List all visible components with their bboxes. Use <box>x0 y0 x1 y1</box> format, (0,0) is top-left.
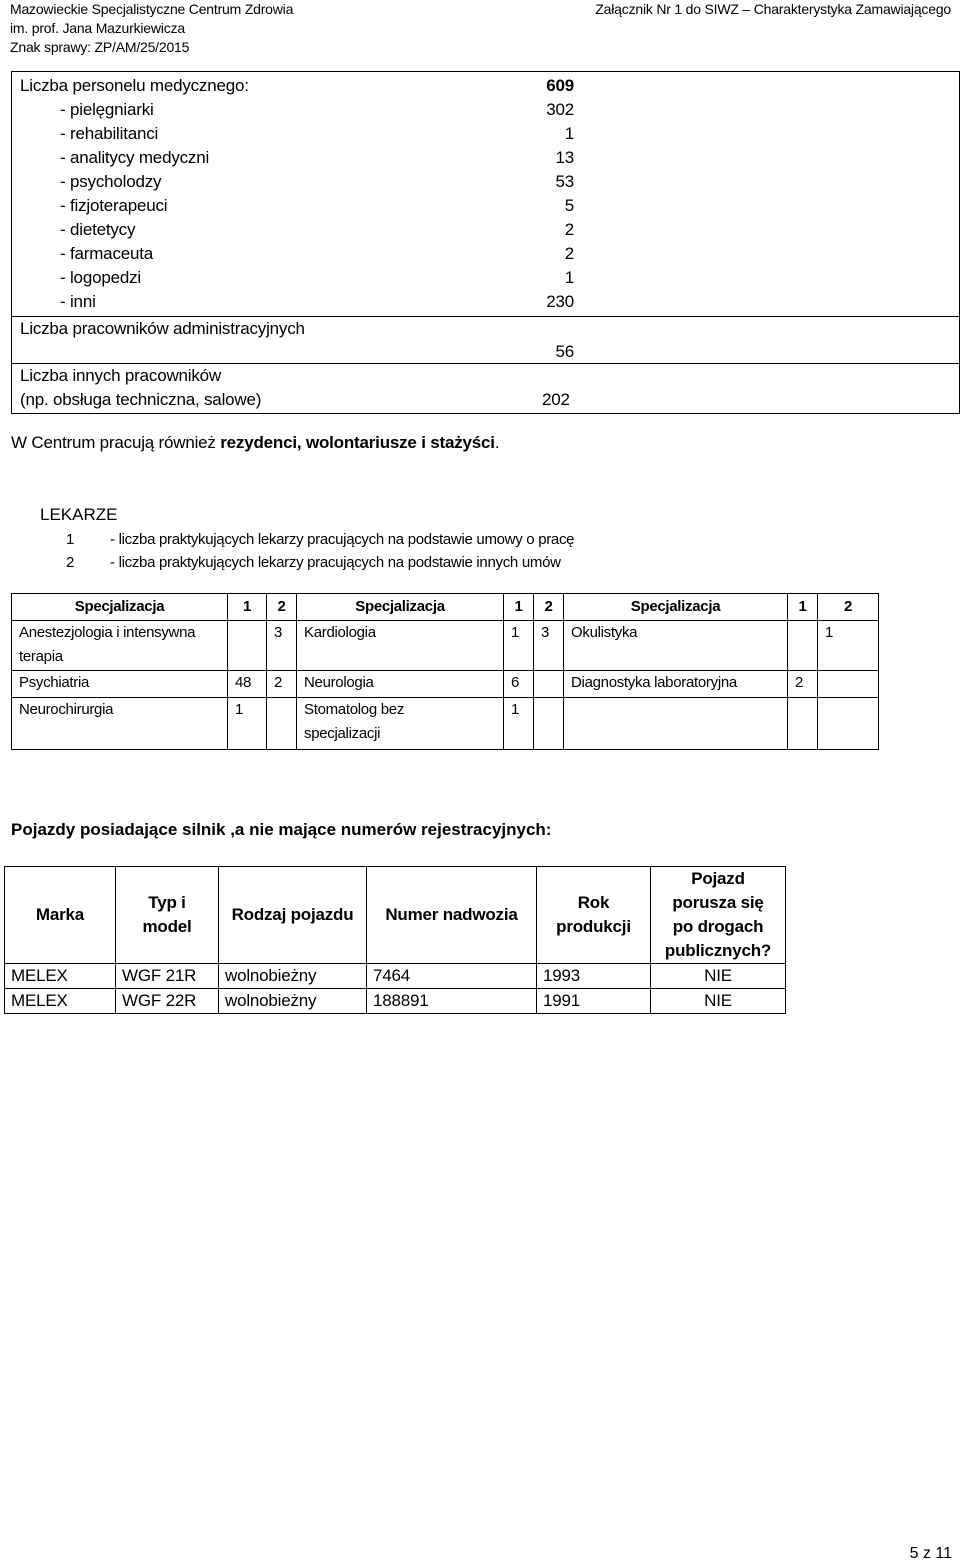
legend-key-2: 2 <box>66 554 75 571</box>
vehicles-header-cell <box>537 867 651 964</box>
spec-cell <box>534 671 564 698</box>
vehicles-cell: 7464 <box>367 964 537 989</box>
spec-cell <box>297 698 504 750</box>
spec-cell-line: 3 <box>541 624 550 641</box>
vehicles-cell: wolnobieżny <box>219 989 367 1014</box>
spec-cell-line: Anestezjologia i intensywna <box>19 624 196 641</box>
legend-row-1 <box>66 528 574 551</box>
staff-group-row <box>12 266 959 290</box>
vehicles-header-cell <box>219 867 367 964</box>
staff-medical-total: 609 <box>546 76 574 95</box>
spec-row <box>12 671 879 698</box>
staff-medical-row <box>12 72 960 317</box>
spec-cell <box>504 671 534 698</box>
vehicles-header-line: porusza się <box>672 893 764 912</box>
spec-cell <box>534 698 564 750</box>
spec-cell <box>564 698 788 750</box>
spec-cell <box>267 698 297 750</box>
spec-header-cell: 1 <box>788 594 818 621</box>
spec-cell <box>12 671 228 698</box>
staff-group-label: - dietetycy <box>60 220 136 239</box>
spec-cell-line: 48 <box>235 674 252 691</box>
staff-group-row <box>12 242 959 266</box>
staff-groups-list <box>12 98 959 314</box>
spec-header-cell: Specjalizacja <box>297 594 504 621</box>
spec-cell-line: Neurochirurgia <box>19 701 114 718</box>
spec-cell <box>228 621 267 671</box>
spec-header-cell: 2 <box>267 594 297 621</box>
staff-group-label: - rehabilitanci <box>60 124 159 143</box>
vehicles-cell: NIE <box>651 964 786 989</box>
spec-cell-line: Stomatolog bez <box>304 701 405 718</box>
staff-group-row <box>12 218 959 242</box>
vehicles-header-line: Numer nadwozia <box>385 905 518 924</box>
staff-group-value: 13 <box>555 148 574 167</box>
staff-group-label: - analitycy medyczni <box>60 148 210 167</box>
doctors-title: LEKARZE <box>40 505 118 524</box>
vehicles-cell: 188891 <box>367 989 537 1014</box>
spec-cell-line: 1 <box>511 624 520 641</box>
institution-patron: im. prof. Jana Mazurkiewicza <box>10 20 185 36</box>
staff-group-row <box>12 194 959 218</box>
spec-cell <box>228 698 267 750</box>
spec-cell <box>788 621 818 671</box>
spec-cell <box>788 698 818 750</box>
staff-other-label-1: Liczba innych pracowników <box>20 366 221 385</box>
spec-row <box>12 698 879 750</box>
spec-cell-line: Okulistyka <box>571 624 638 641</box>
staff-admin-value: 56 <box>555 342 574 361</box>
vehicles-header-cell <box>116 867 219 964</box>
spec-cell <box>228 671 267 698</box>
vehicles-cell: 1991 <box>537 989 651 1014</box>
spec-row <box>12 621 879 671</box>
vehicles-header-cell <box>367 867 537 964</box>
vehicles-header-line: Rok <box>577 893 610 912</box>
note-prefix: W Centrum pracują również <box>11 433 221 452</box>
annex-title: Załącznik Nr 1 do SIWZ – Charakterystyka Zamawiającego <box>595 1 951 17</box>
staff-table <box>11 71 960 414</box>
spec-cell-line: terapia <box>19 648 63 665</box>
vehicles-row <box>5 989 786 1014</box>
spec-cell <box>297 671 504 698</box>
spec-cell-line: Kardiologia <box>304 624 376 641</box>
spec-header-cell: 2 <box>818 594 879 621</box>
vehicles-cell: 1993 <box>537 964 651 989</box>
staff-group-value: 2 <box>564 220 574 239</box>
staff-other-row <box>12 364 960 414</box>
vehicles-header-line: Marka <box>35 905 85 924</box>
spec-cell-line: 6 <box>511 674 520 691</box>
spec-cell <box>12 621 228 671</box>
page-number: 5 z 11 <box>909 1545 952 1562</box>
staff-group-row <box>12 122 959 146</box>
institution-name: Mazowieckie Specjalistyczne Centrum Zdrowia <box>10 1 294 17</box>
legend-text-2: - liczba praktykujących lekarzy pracujących na podstawie innych umów <box>110 554 561 571</box>
vehicles-cell: NIE <box>651 989 786 1014</box>
staff-group-value: 1 <box>564 268 574 287</box>
staff-other-value: 202 <box>542 390 570 409</box>
staff-group-label: - logopedzi <box>60 268 141 287</box>
vehicles-cell: MELEX <box>5 964 116 989</box>
staff-group-label: - fizjoterapeuci <box>60 196 168 215</box>
spec-cell <box>818 621 879 671</box>
vehicles-header-row <box>5 867 786 964</box>
spec-cell-line: 1 <box>235 701 244 718</box>
case-number: Znak sprawy: ZP/AM/25/2015 <box>10 39 190 55</box>
spec-cell-line: specjalizacji <box>304 725 381 742</box>
spec-cell <box>504 698 534 750</box>
spec-cell <box>788 671 818 698</box>
staff-group-value: 2 <box>564 244 574 263</box>
vehicles-cell: WGF 21R <box>116 964 219 989</box>
staff-group-label: - psycholodzy <box>60 172 162 191</box>
staff-group-value: 53 <box>555 172 574 191</box>
staff-group-label: - inni <box>60 292 96 311</box>
spec-header-cell: 1 <box>228 594 267 621</box>
staff-group-label: - pielęgniarki <box>60 100 154 119</box>
vehicles-header-line: model <box>142 917 192 936</box>
staff-group-value: 5 <box>564 196 574 215</box>
vehicles-header-line: Typ i <box>148 893 186 912</box>
spec-header-cell: 2 <box>534 594 564 621</box>
vehicles-header-line: publicznych? <box>664 941 772 960</box>
staff-admin-row <box>12 317 960 364</box>
vehicles-header-line: Rodzaj pojazdu <box>231 905 354 924</box>
vehicles-table <box>4 866 786 1014</box>
spec-cell-line: 1 <box>511 701 520 718</box>
staff-other-label-2: (np. obsługa techniczna, salowe) <box>20 390 262 409</box>
doctors-legend <box>66 528 574 574</box>
vehicles-cell: WGF 22R <box>116 989 219 1014</box>
specialization-table <box>11 593 879 750</box>
staff-group-value: 1 <box>564 124 574 143</box>
staff-admin-cell <box>12 317 960 364</box>
spec-cell <box>267 671 297 698</box>
staff-medical-label: Liczba personelu medycznego: <box>20 76 249 95</box>
spec-cell-line: Psychiatria <box>19 674 90 691</box>
spec-header-cell: Specjalizacja <box>12 594 228 621</box>
spec-cell-line: Neurologia <box>304 674 374 691</box>
spec-cell <box>297 621 504 671</box>
staff-group-row <box>12 290 959 314</box>
staff-medical-cell <box>12 72 960 317</box>
vehicles-header-line: produkcji <box>556 917 631 936</box>
spec-header-row <box>12 594 879 621</box>
vehicles-cell: MELEX <box>5 989 116 1014</box>
staff-group-value: 302 <box>546 100 574 119</box>
vehicles-row <box>5 964 786 989</box>
spec-cell-line: Diagnostyka laboratoryjna <box>571 674 737 691</box>
staff-group-value: 230 <box>546 292 574 311</box>
legend-row-2 <box>66 551 574 574</box>
note-suffix: . <box>494 433 500 452</box>
staff-group-row <box>12 146 959 170</box>
spec-cell <box>534 621 564 671</box>
spec-cell-line: 2 <box>274 674 283 691</box>
spec-cell <box>504 621 534 671</box>
spec-cell <box>818 671 879 698</box>
vehicles-header-line: Pojazd <box>691 869 745 888</box>
spec-cell <box>267 621 297 671</box>
staff-group-label: - farmaceuta <box>60 244 154 263</box>
spec-cell-line: 1 <box>825 624 834 641</box>
spec-cell-line: 3 <box>274 624 283 641</box>
spec-cell <box>564 671 788 698</box>
spec-header-cell: Specjalizacja <box>564 594 788 621</box>
spec-cell <box>564 621 788 671</box>
vehicles-header-cell <box>5 867 116 964</box>
vehicles-cell: wolnobieżny <box>219 964 367 989</box>
vehicles-header-cell <box>651 867 786 964</box>
vehicles-title: Pojazdy posiadające silnik ,a nie mające numerów rejestracyjnych: <box>11 820 552 839</box>
vehicles-header-line: po drogach <box>672 917 764 936</box>
spec-cell <box>818 698 879 750</box>
staff-other-cell <box>12 364 960 414</box>
spec-cell-line: 2 <box>795 674 804 691</box>
staff-group-row <box>12 170 959 194</box>
note-bold: rezydenci, wolontariusze i stażyści <box>220 433 495 452</box>
legend-text-1: - liczba praktykujących lekarzy pracujących na podstawie umowy o pracę <box>110 531 575 548</box>
spec-header-cell: 1 <box>504 594 534 621</box>
spec-cell <box>12 698 228 750</box>
legend-key-1: 1 <box>66 531 75 548</box>
staff-note <box>11 433 499 453</box>
staff-group-row <box>12 98 959 122</box>
staff-admin-label: Liczba pracowników administracyjnych <box>20 319 305 338</box>
